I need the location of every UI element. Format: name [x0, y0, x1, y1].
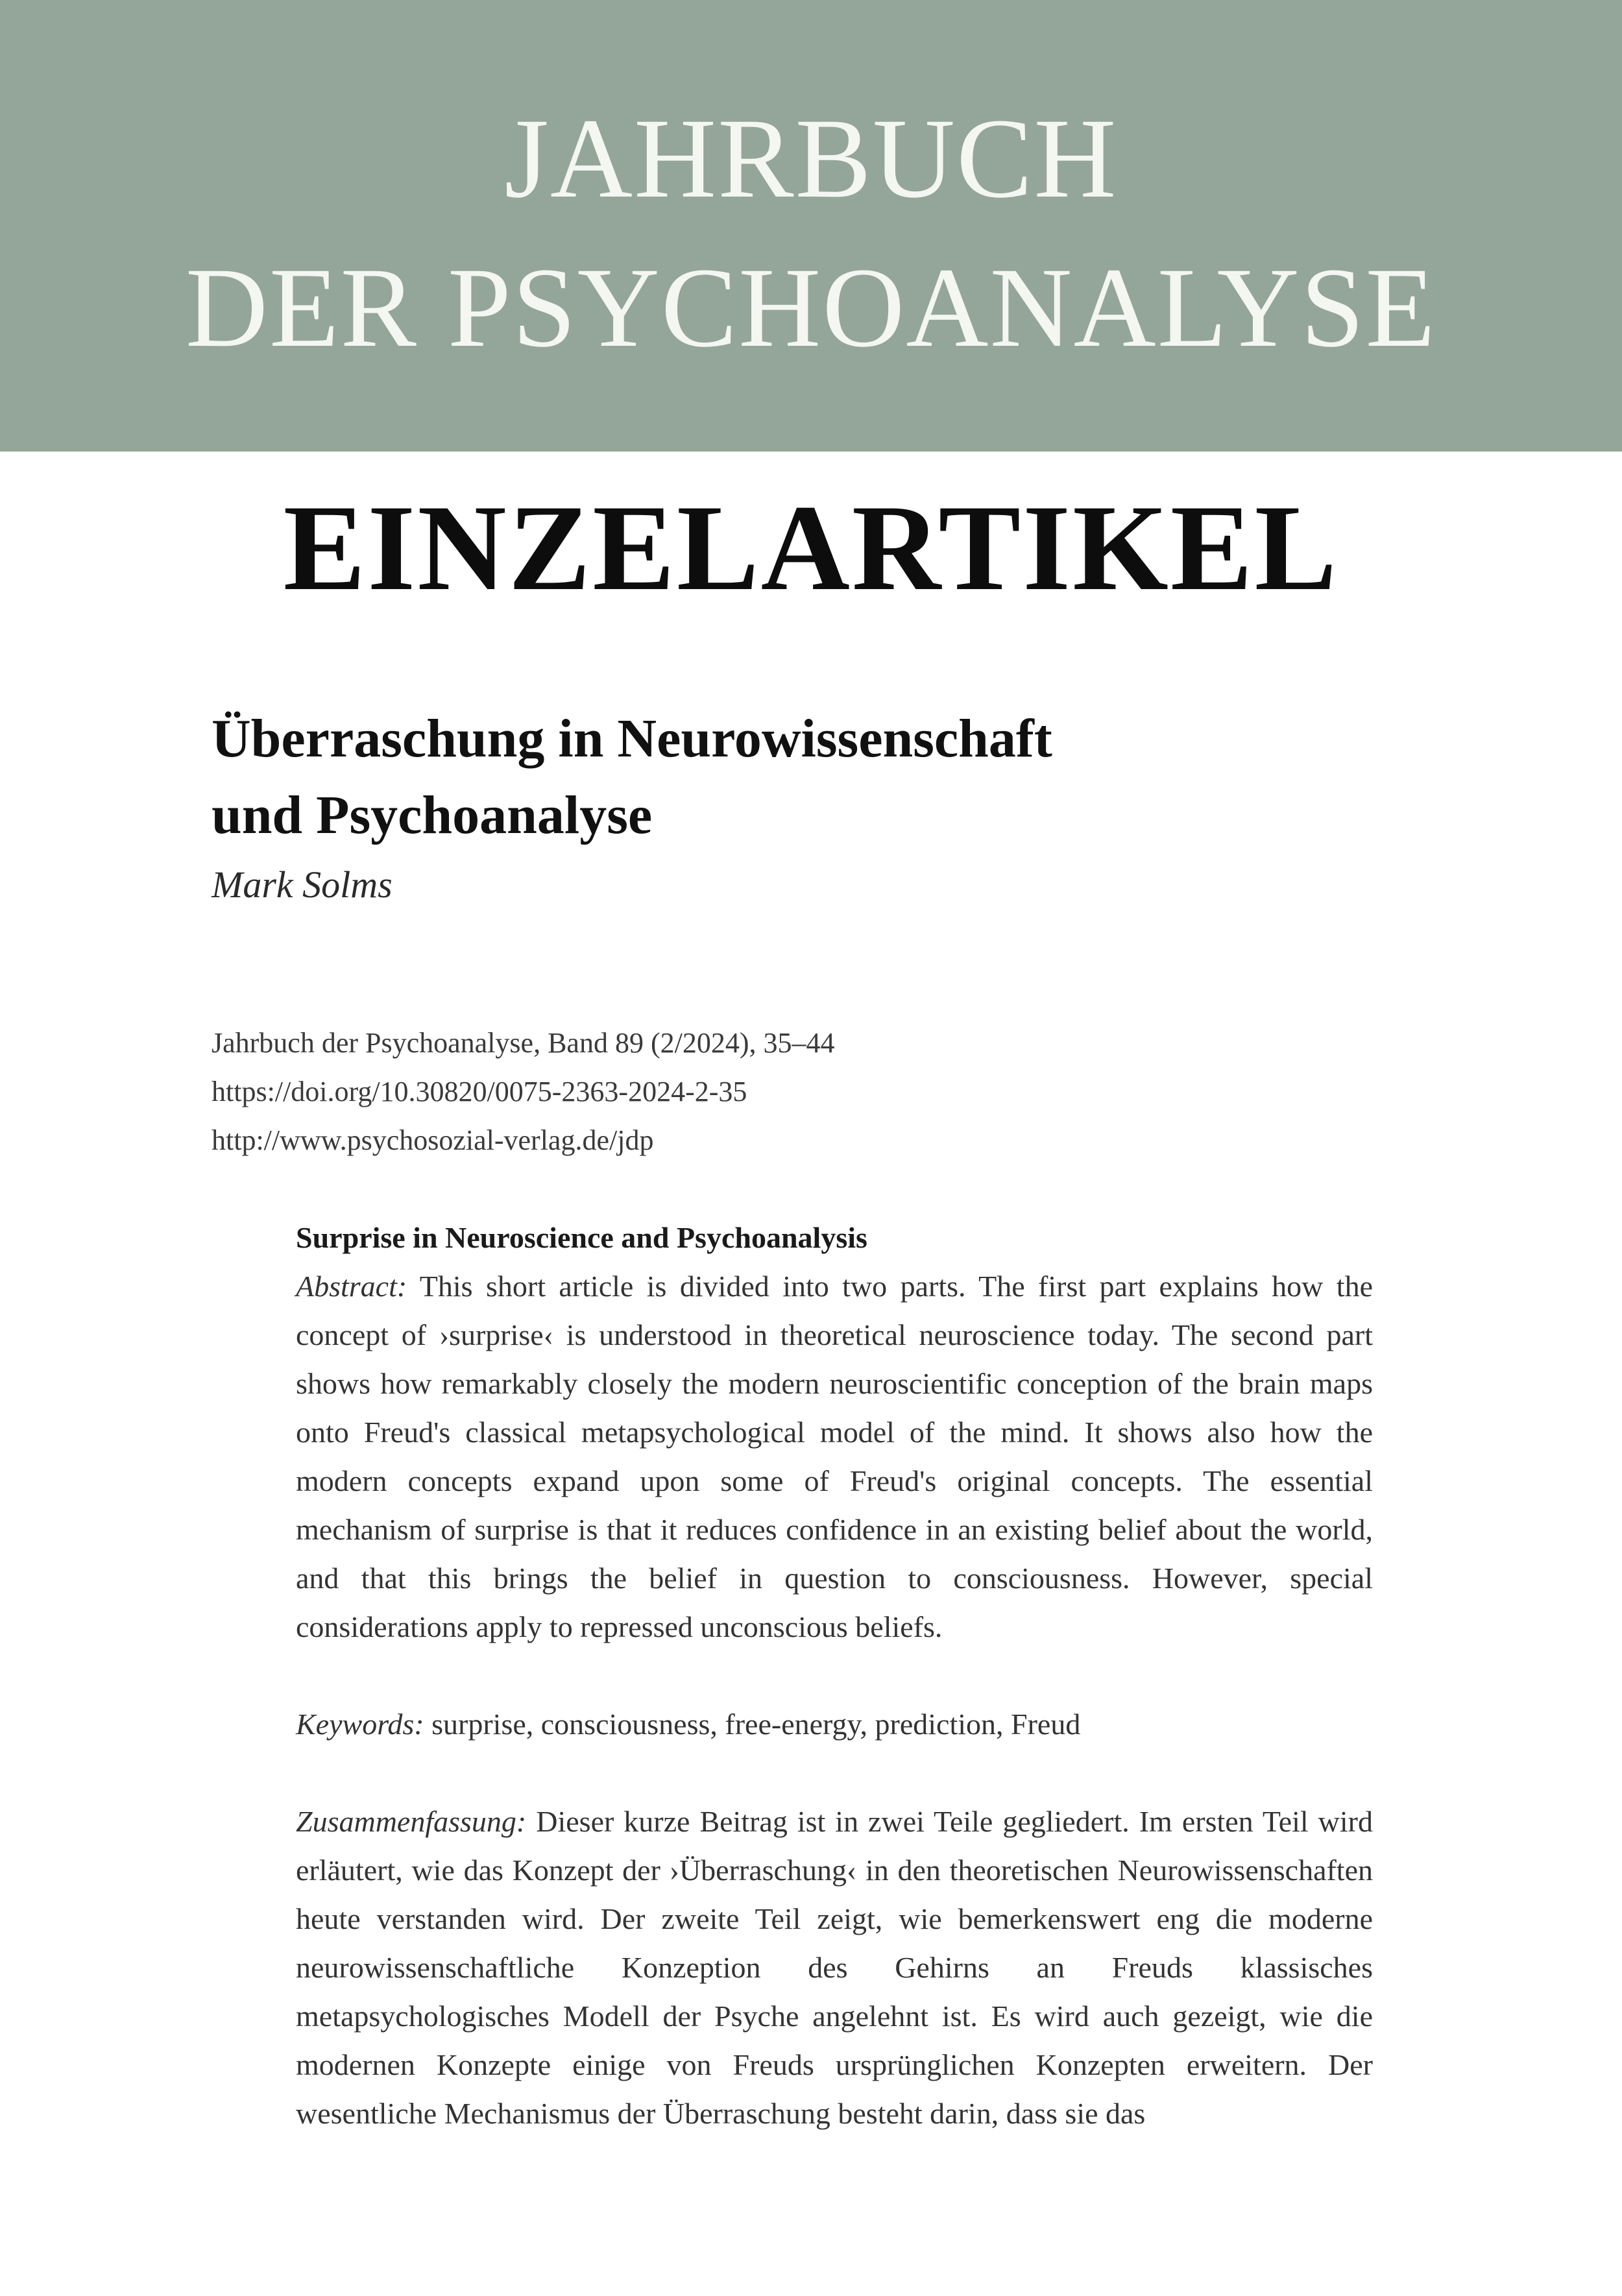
journal-title-line2: DER PSYCHOANALYSE — [185, 245, 1437, 371]
keywords-label: Keywords: — [296, 1708, 424, 1741]
zusammenfassung-paragraph — [296, 1797, 1373, 2138]
zusammenfassung-label: Zusammenfassung: — [296, 1805, 527, 1838]
english-title: Surprise in Neuroscience and Psychoanalysis — [296, 1221, 867, 1254]
citation-block — [212, 1019, 834, 1165]
abstract-paragraph — [296, 1262, 1373, 1651]
article-title-line2: und Psychoanalyse — [212, 785, 653, 845]
keywords-paragraph — [296, 1700, 1373, 1748]
abstract-label: Abstract: — [296, 1270, 407, 1303]
keywords-text: surprise, consciousness, free-energy, prediction, Freud — [431, 1708, 1081, 1741]
article-title-line1: Überraschung in Neurowissenschaft — [212, 708, 1052, 769]
journal-banner — [0, 0, 1622, 452]
citation: Jahrbuch der Psychoanalyse, Band 89 (2/2024), 35–44 — [212, 1027, 835, 1059]
doi-link[interactable]: https://doi.org/10.30820/0075-2363-2024-2-35 — [212, 1076, 747, 1107]
article-author: Mark Solms — [212, 864, 393, 906]
abstract-text: This short article is divided into two parts. The first part explains how the concept of ›surprise‹ is understood in theoretical neuroscience today. The second part shows how remarkably closely the modern neuroscientific conception of the brain maps onto Freud's classical metapsychological model of the mind. It shows also how the modern concepts expand upon some of Freud's original concepts. The essential mechanism of surprise is that it reduces confidence in an existing belief about the world, and that this brings the belief in question to consciousness. However, special considerations apply to repressed unconscious beliefs. — [296, 1270, 1374, 1643]
article-type-label: EINZELARTIKEL — [283, 480, 1339, 616]
zusammenfassung-text: Dieser kurze Beitrag ist in zwei Teile gegliedert. Im ersten Teil wird erläutert, wie das Konzept der ›Überraschung‹ in den theoretischen Neurowissenschaften heute verstanden wird. Der zweite Teil zeigt, wie bemerkenswert eng die moderne neurowissenschaftliche Konzeption des Gehirns an Freuds klassisches metapsychologisches Modell der Psyche angelehnt ist. Es wird auch gezeigt, wie die modernen Konzepte einige von Freuds ursprünglichen Konzepten erweitern. Der wesentliche Mechanismus der Überraschung besteht darin, dass sie das — [296, 1805, 1373, 2130]
abstract-block — [296, 1213, 1373, 2138]
publisher-link[interactable]: http://www.psychosozial-verlag.de/jdp — [212, 1124, 654, 1156]
journal-title-line1: JAHRBUCH — [504, 95, 1118, 222]
article-title — [212, 701, 1052, 854]
